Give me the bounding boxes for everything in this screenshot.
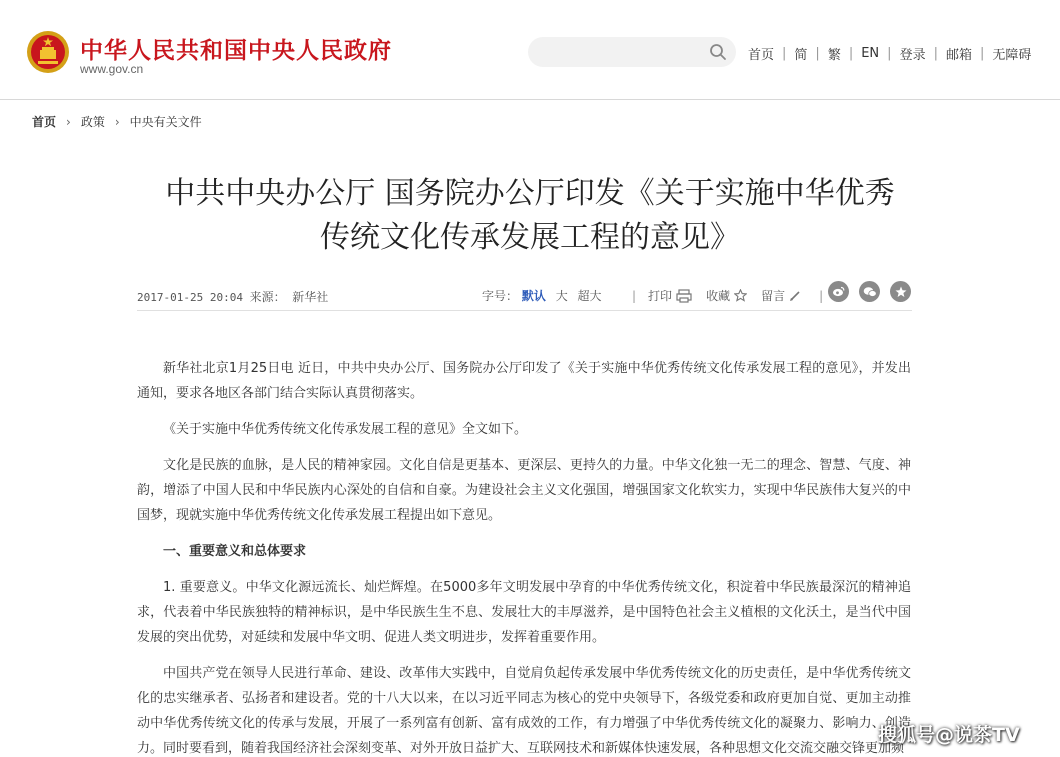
section-heading: 一、重要意义和总体要求	[163, 544, 307, 559]
search-icon[interactable]	[709, 43, 727, 61]
font-size-default[interactable]: 默认	[521, 289, 546, 303]
nav-mailbox[interactable]: 邮箱	[945, 48, 972, 63]
star-icon	[734, 289, 747, 302]
article-title-line2: 传统文化传承发展工程的意见》	[320, 220, 740, 255]
font-size-large[interactable]: 大	[555, 289, 568, 303]
article-paragraph: 文化是民族的血脉，是人民的精神家园。文化自信是更基本、更深层、更持久的力量。中华文化独一无二的理念、智慧、气度、神韵，增添了中国人民和中华民族内心深处的自信和自豪。为建设社会主义文化强国，增强国家文化软实力，实现中华民族伟大复兴的中国梦，现就实施中华优秀传统文化传承发展工程提出如下意见。	[137, 458, 911, 523]
breadcrumb-home[interactable]: 首页	[32, 115, 57, 129]
nav-separator: |	[848, 46, 854, 61]
font-size-switcher	[482, 287, 608, 304]
favorite-label: 收藏	[706, 289, 731, 303]
nav-separator: |	[933, 46, 938, 61]
nav-traditional[interactable]: 繁	[827, 48, 841, 63]
header-divider	[0, 99, 1060, 100]
search-box	[528, 37, 736, 67]
nav-english[interactable]: EN	[861, 46, 880, 61]
article-info	[137, 288, 328, 305]
breadcrumb-policy[interactable]: 政策	[80, 115, 105, 129]
site-header	[0, 0, 1060, 100]
nav-separator: |	[815, 46, 820, 61]
font-size-xlarge[interactable]: 超大	[577, 289, 602, 303]
qzone-star-icon	[895, 286, 907, 298]
article-paragraph: 新华社北京1月25日电 近日，中共中央办公厅、国务院办公厅印发了《关于实施中华优秀传统文化传承发展工程的意见》，并发出通知，要求各地区各部门结合实际认真贯彻落实。	[137, 361, 911, 401]
printer-icon	[676, 289, 692, 303]
font-size-label: 字号：	[482, 289, 519, 303]
search-input[interactable]	[544, 42, 704, 62]
comment-button[interactable]	[761, 287, 801, 304]
breadcrumb	[32, 113, 202, 130]
nav-separator: |	[887, 46, 892, 61]
nav-home[interactable]: 首页	[748, 48, 775, 63]
tools-separator: |	[632, 288, 637, 303]
publish-date: 2017-01-25 20:04	[137, 291, 243, 304]
meta-divider	[137, 310, 912, 311]
share-buttons	[828, 281, 921, 302]
nav-login[interactable]: 登录	[899, 48, 926, 63]
tools-separator: |	[819, 288, 824, 303]
sohu-watermark: 搜狐号@说茶TV	[878, 724, 1020, 746]
breadcrumb-central-documents[interactable]: 中央有关文件	[129, 115, 202, 129]
source-label: 来源：	[249, 290, 286, 304]
article-paragraph: 1. 重要意义。中华文化源远流长、灿烂辉煌。在5000多年文明发展中孕育的中华优秀传统文化，积淀着中华民族最深沉的精神追求，代表着中华民族独特的精神标识，是中华民族生生不息、发展壮大的丰厚滋养，是中国特色社会主义植根的文化沃土，是当代中国发展的突出优势，对延续和发展中华文明、促进人类文明进步，发挥着重要作用。	[137, 580, 911, 645]
nav-simplified[interactable]: 简	[794, 48, 808, 63]
site-title[interactable]: 中华人民共和国中央人民政府	[80, 38, 392, 64]
chevron-right-icon: ›	[66, 114, 71, 129]
article-paragraph: 中国共产党在领导人民进行革命、建设、改革伟大实践中，自觉肩负起传承发展中华优秀传统文化的历史责任，是中华优秀传统文化的忠实继承者、弘扬者和建设者。党的十八大以来，在以习近平同志为核心的党中央领导下，各级党委和政府更加自觉、更加主动推动中华优秀传统文化的传承与发展，开展了一系列富有创新、富有成效的工作，有力增强了中华优秀传统文化的凝聚力、影响力、创造力。同时要看到，随着我国经济社会深刻变革、对外开放日益扩大、互联网技术和新媒体快速发展，各种思想文化交流交融交锋更加频	[137, 666, 911, 756]
source-name: 新华社	[292, 290, 329, 304]
article-title-line1: 中共中央办公厅 国务院办公厅印发《关于实施中华优秀	[165, 176, 895, 211]
article-tools	[632, 287, 835, 304]
favorite-button[interactable]	[706, 287, 747, 304]
wechat-glyph-icon	[863, 286, 877, 298]
weibo-share-icon[interactable]	[828, 281, 849, 302]
top-nav	[748, 44, 1031, 63]
site-domain: www.gov.cn	[80, 62, 144, 76]
nav-accessibility[interactable]: 无障碍	[992, 48, 1032, 63]
comment-label: 留言	[761, 289, 786, 303]
article-title	[100, 172, 960, 260]
nav-separator: |	[782, 46, 787, 61]
weibo-glyph-icon	[832, 286, 845, 297]
wechat-share-icon[interactable]	[859, 281, 880, 302]
qzone-share-icon[interactable]	[890, 281, 911, 302]
pencil-icon	[789, 290, 801, 302]
nav-separator: |	[979, 46, 985, 61]
article-meta	[137, 285, 912, 309]
article-body	[137, 356, 911, 757]
print-button[interactable]	[648, 287, 692, 304]
article-paragraph: 《关于实施中华优秀传统文化传承发展工程的意见》全文如下。	[163, 422, 528, 437]
print-label: 打印	[648, 289, 673, 303]
national-emblem-icon[interactable]	[26, 30, 70, 74]
chevron-right-icon: ›	[114, 114, 120, 129]
